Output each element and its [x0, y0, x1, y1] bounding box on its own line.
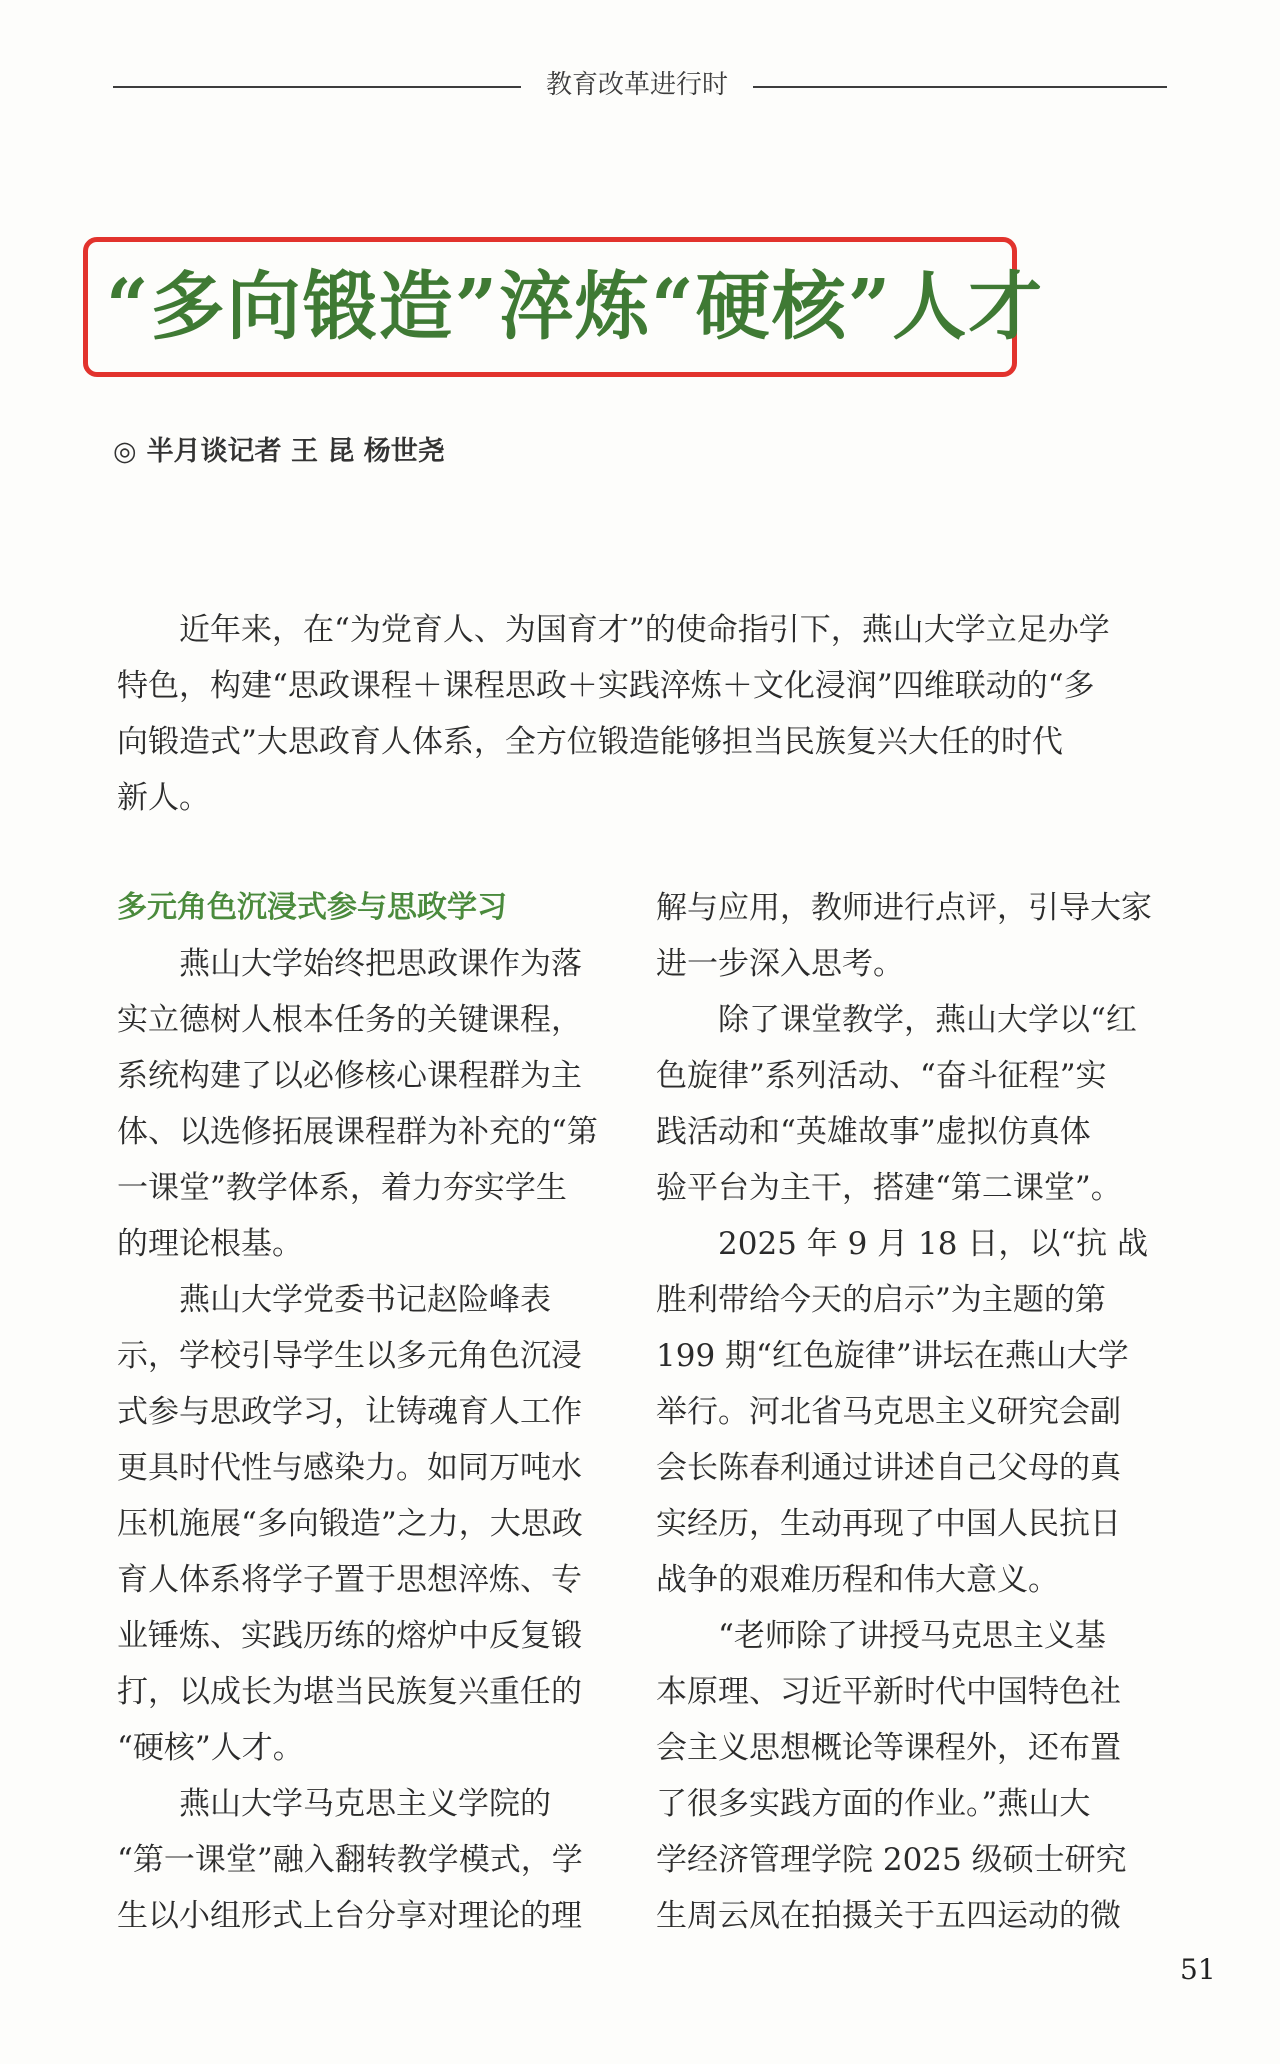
article-title: “多向锻造”淬炼“硬核”人才 [106, 264, 1045, 350]
body-line: “老师除了讲授马克思主义基 [656, 1618, 1106, 1654]
lead-line: 特色，构建“思政课程＋课程思政＋实践淬炼＋文化浸润”四维联动的“多 [117, 668, 1095, 704]
body-line: 打，以成长为堪当民族复兴重任的 [117, 1674, 582, 1710]
right-column [656, 880, 1174, 1944]
body-line: 学经济管理学院 2025 级硕士研究 [656, 1842, 1127, 1878]
body-line: 燕山大学党委书记赵险峰表 [117, 1282, 551, 1318]
body-line: 本原理、习近平新时代中国特色社 [656, 1674, 1121, 1710]
body-line: “第一课堂”融入翻转教学模式，学 [117, 1842, 583, 1878]
section-subhead: 多元角色沉浸式参与思政学习 [117, 890, 507, 925]
body-line: 验平台为主干，搭建“第二课堂”。 [656, 1170, 1122, 1206]
byline-authors: 半月谈记者 王 昆 杨世尧 [146, 436, 445, 467]
body-line: 一课堂”教学体系，着力夯实学生 [117, 1170, 567, 1206]
body-line: 胜利带给今天的启示”为主题的第 [656, 1282, 1106, 1318]
body-line: 实经历，生动再现了中国人民抗日 [656, 1506, 1121, 1542]
lead-line: 近年来，在“为党育人、为国育才”的使命指引下，燕山大学立足办学 [117, 612, 1110, 648]
lead-line: 新人。 [117, 780, 210, 816]
body-line: 2025 年 9 月 18 日，以“抗 战 [656, 1226, 1149, 1262]
body-line: 进一步深入思考。 [656, 946, 904, 982]
header-rule-left [113, 86, 521, 88]
page-number: 51 [1180, 1953, 1216, 1986]
body-line: 式参与思政学习，让铸魂育人工作 [117, 1394, 582, 1430]
lead-paragraph [117, 602, 1171, 826]
body-line: 燕山大学始终把思政课作为落 [117, 946, 582, 982]
body-line: 业锤炼、实践历练的熔炉中反复锻 [117, 1618, 582, 1654]
body-line: 解与应用，教师进行点评，引导大家 [656, 890, 1152, 926]
left-column [117, 880, 635, 1944]
section-title: 教育改革进行时 [545, 70, 728, 100]
header-rule-right [753, 86, 1167, 88]
body-line: 色旋律”系列活动、“奋斗征程”实 [656, 1058, 1107, 1094]
lead-line: 向锻造式”大思政育人体系，全方位锻造能够担当民族复兴大任的时代 [117, 724, 1063, 760]
body-line: 会主义思想概论等课程外，还布置 [656, 1730, 1121, 1766]
section-header [113, 64, 1167, 106]
body-line: 199 期“红色旋律”讲坛在燕山大学 [656, 1338, 1129, 1374]
body-line: 育人体系将学子置于思想淬炼、专 [117, 1562, 582, 1598]
body-line: 除了课堂教学，燕山大学以“红 [656, 1002, 1137, 1038]
body-line: 更具时代性与感染力。如同万吨水 [117, 1450, 582, 1486]
body-line: 战争的艰难历程和伟大意义。 [656, 1562, 1059, 1598]
body-line: “硬核”人才。 [117, 1730, 304, 1766]
body-line: 系统构建了以必修核心课程群为主 [117, 1058, 582, 1094]
body-line: 举行。河北省马克思主义研究会副 [656, 1394, 1121, 1430]
body-line: 体、以选修拓展课程群为补充的“第 [117, 1114, 598, 1150]
body-line: 践活动和“英雄故事”虚拟仿真体 [656, 1114, 1091, 1150]
body-line: 生周云凤在拍摄关于五四运动的微 [656, 1898, 1121, 1934]
body-line: 示，学校引导学生以多元角色沉浸 [117, 1338, 582, 1374]
byline [113, 432, 445, 472]
body-line: 的理论根基。 [117, 1226, 303, 1262]
body-line: 燕山大学马克思主义学院的 [117, 1786, 551, 1822]
body-line: 实立德树人根本任务的关键课程， [117, 1002, 582, 1038]
body-line: 会长陈春利通过讲述自己父母的真 [656, 1450, 1121, 1486]
body-line: 了很多实践方面的作业。”燕山大 [656, 1786, 1091, 1822]
body-line: 生以小组形式上台分享对理论的理 [117, 1898, 582, 1934]
byline-mark-icon: ◎ [113, 436, 137, 467]
body-line: 压机施展“多向锻造”之力，大思政 [117, 1506, 583, 1542]
